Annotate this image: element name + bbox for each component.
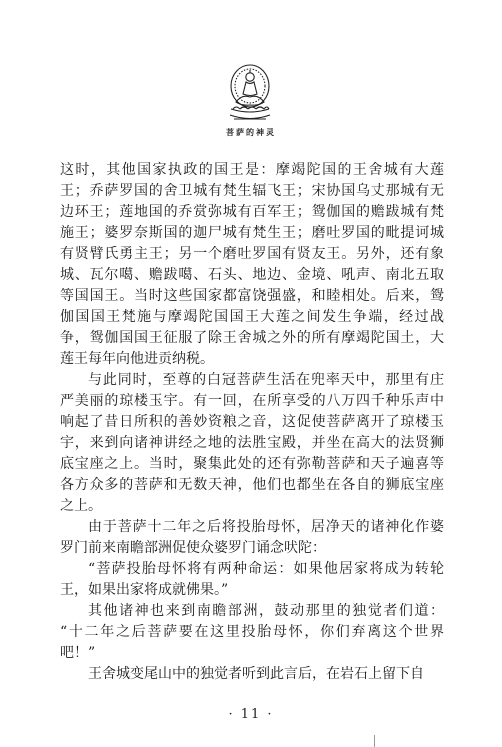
text-line: 王舍城变尾山中的独觉者听到此言后，在岩石上留下自 [88,666,424,682]
text-line: 之上。 [60,498,102,514]
scan-edge-mark [374,735,375,747]
page-header-caption: 菩萨的神灵 [226,127,276,137]
text-line: 底宝座之上。当时，聚集此处的还有弥勒菩萨和天子遍喜等 [60,456,444,472]
text-line: 王；乔萨罗国的舍卫城有梵生辐飞王；宋协国乌丈那城有无 [60,183,444,199]
text-line: 由于菩萨十二年之后将投胎母怀，居净天的诸神化作婆 [88,519,444,535]
text-line: “菩萨投胎母怀将有两种命运：如果他居家将成为转轮 [88,561,444,577]
text-line: 罗门前来南瞻部洲促使众婆罗门诵念吠陀： [60,540,326,556]
paragraph [60,517,444,559]
text-line: 其他诸神也来到南瞻部洲，鼓动那里的独觉者们道： [88,603,444,619]
paragraph [60,601,444,664]
text-line: 响起了昔日所积的善妙资粮之音，这促使菩萨离开了琼楼玉 [60,414,444,430]
paragraph [60,160,444,370]
text-line: 边环王；莲地国的乔赏弥城有百军王；鸳伽国的赡跋城有梵 [60,204,444,220]
text-line: 城、瓦尔噶、赡跋噶、石头、地边、金境、吼声、南北五取 [60,267,444,283]
text-line: 这时，其他国家执政的国王是：摩竭陀国的王舍城有大莲 [60,162,444,178]
page-number: · 11 · [228,707,274,722]
text-line: 吧！” [60,645,96,661]
paragraph [60,559,444,601]
seated-buddha-icon [222,64,278,126]
text-line: 宇，来到向诸神讲经之地的法胜宝殿，并坐在高大的法贤狮 [60,435,444,451]
paragraph [60,370,444,517]
text-line: 施王；婆罗奈斯国的迦尸城有梵生王；磨吐罗国的毗提诃城 [60,225,444,241]
text-line: 严美丽的琼楼玉宇。有一回，在所享受的八万四千种乐声中 [60,393,444,409]
text-line: 莲王每年向他进贡纳税。 [60,351,214,367]
text-line: 等国国王。当时这些国家都富饶强盛，和睦相处。后来，鸳 [60,288,444,304]
paragraph [60,664,444,685]
text-line: 有贤臂氏勇主王；另一个磨吐罗国有贤友王。另外，还有象 [60,246,444,262]
text-line: “十二年之后菩萨要在这里投胎母怀，你们弃离这个世界 [60,624,444,640]
body-text [60,160,444,685]
text-line: 与此同时，至尊的白冠菩萨生活在兜率天中，那里有庄 [88,372,444,388]
text-line: 争，鸳伽国国王征服了除王舍城之外的所有摩竭陀国土，大 [60,330,444,346]
text-line: 伽国国王梵施与摩竭陀国国王大莲之间发生争端，经过战 [60,309,444,325]
text-line: 各方众多的菩萨和无数天神，他们也都坐在各自的狮底宝座 [60,477,444,493]
text-line: 王，如果出家将成就佛果。” [60,582,229,598]
